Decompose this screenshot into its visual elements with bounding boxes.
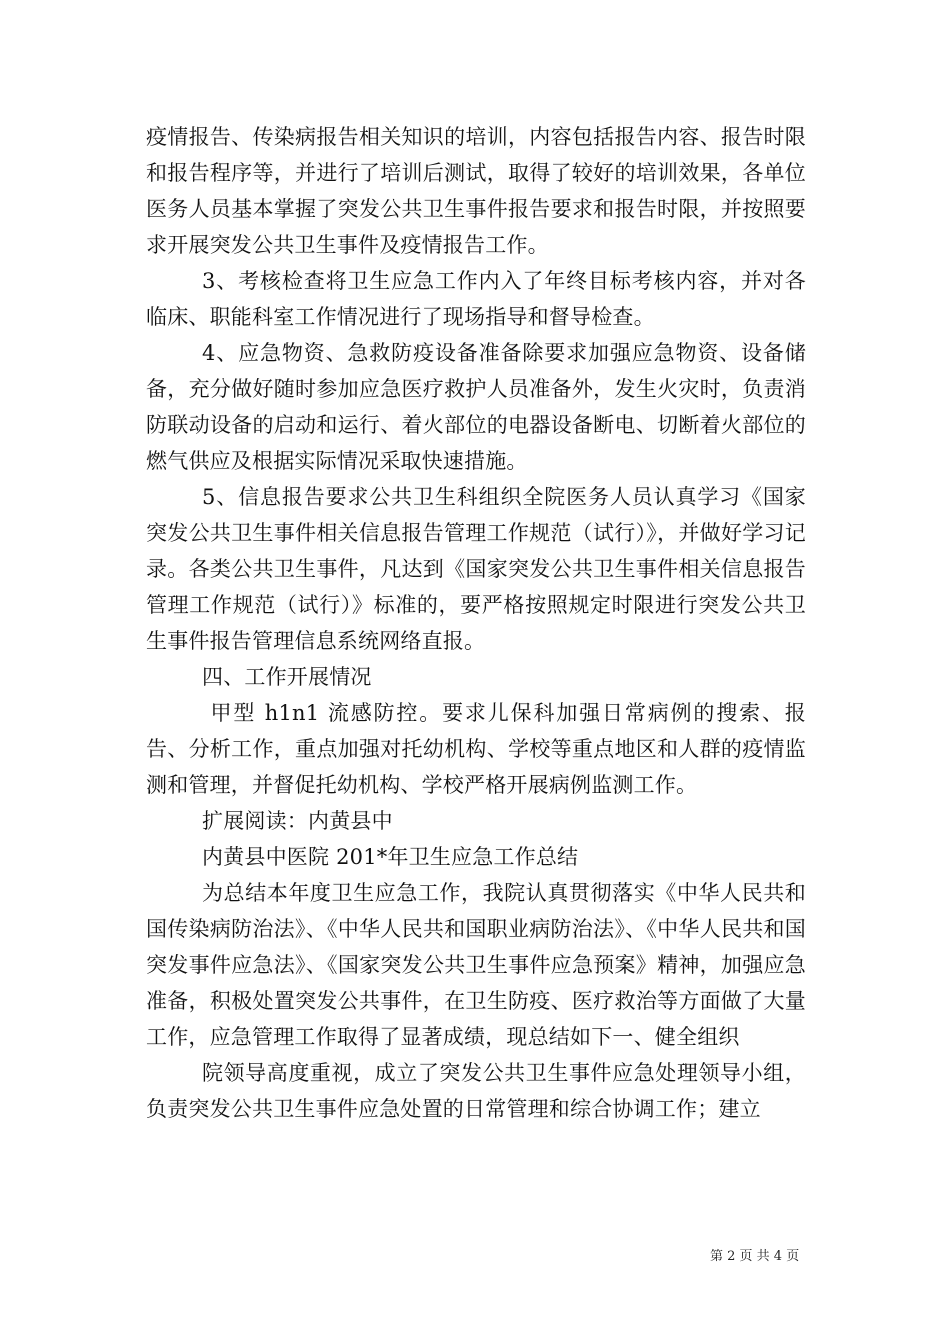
document-subtitle: 内黄县中医院 201*年卫生应急工作总结 — [202, 845, 579, 869]
paragraph-3: 4、应急物资、急救防疫设备准备除要求加强应急物资、设备储备，充分做好随时参加应急医疗救护人员准备外，发生火灾时，负责消防联动设备的启动和运行、着火部位的电器设备断电、切断着火部位的燃气供应及根据实际情况采取快速措施。 — [146, 341, 806, 473]
page-number: 第 2 页 共 4 页 — [710, 1249, 800, 1264]
paragraph-6: 为总结本年度卫生应急工作，我院认真贯彻落实《中华人民共和国传染病防治法》、《中华人民共和国职业病防治法》、《中华人民共和国突发事件应急法》、《国家突发公共卫生事件应急预案》精神，加强应急准备，积极处置突发公共事件，在卫生防疫、医疗救治等方面做了大量工作，应急管理工作取得了显著成绩，现总结如下一、健全组织 — [146, 881, 806, 1049]
paragraph-4: 5、信息报告要求公共卫生科组织全院医务人员认真学习《国家突发公共卫生事件相关信息报告管理工作规范（试行）》，并做好学习记录。各类公共卫生事件，凡达到《国家突发公共卫生事件相关信息报告管理工作规范（试行）》标准的，要严格按照规定时限进行突发公共卫生事件报告管理信息系统网络直报。 — [146, 485, 806, 653]
extended-reading-label: 扩展阅读：内黄县中 — [202, 809, 393, 833]
section-heading: 四、工作开展情况 — [202, 665, 372, 689]
paragraph-5: 甲型 h1n1 流感防控。要求儿保科加强日常病例的搜索、报告、分析工作，重点加强对托幼机构、学校等重点地区和人群的疫情监测和管理，并督促托幼机构、学校严格开展病例监测工作。 — [146, 701, 806, 797]
document-body — [146, 119, 806, 1127]
paragraph-7: 院领导高度重视，成立了突发公共卫生事件应急处理领导小组，负责突发公共卫生事件应急处置的日常管理和综合协调工作；建立 — [146, 1061, 806, 1121]
paragraph-1: 疫情报告、传染病报告相关知识的培训，内容包括报告内容、报告时限和报告程序等，并进行了培训后测试，取得了较好的培训效果，各单位医务人员基本掌握了突发公共卫生事件报告要求和报告时限，并按照要求开展突发公共卫生事件及疫情报告工作。 — [146, 125, 806, 257]
paragraph-2: 3、考核检查将卫生应急工作内入了年终目标考核内容，并对各临床、职能科室工作情况进行了现场指导和督导检查。 — [146, 269, 806, 329]
